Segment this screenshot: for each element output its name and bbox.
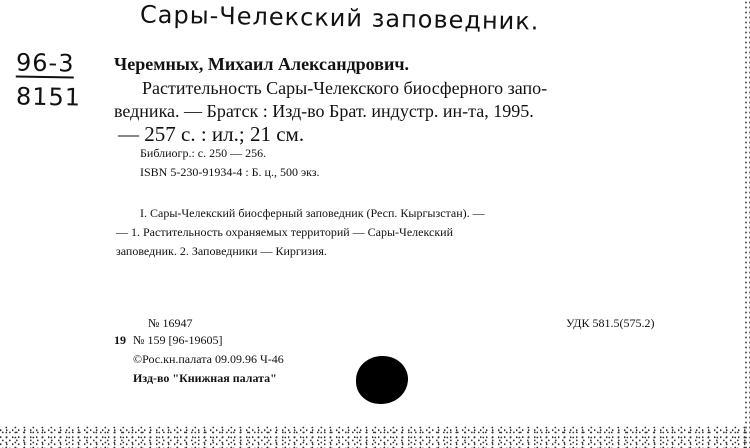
udk-code: УДК 581.5(575.2) <box>566 316 655 330</box>
title-line-3: — 257 с. : ил.; 21 см. <box>118 122 305 146</box>
bibliography-note: Библиогр.: с. 250 — 256. <box>140 146 267 160</box>
chamber-stamp: ©Рос.кн.палата 09.09.96 Ч-46 <box>133 352 284 366</box>
ink-blot <box>356 356 408 404</box>
year-prefix: 19 <box>114 333 126 347</box>
shelfmark-top: 96-3 <box>15 48 75 78</box>
title-line-2: ведника. — Братск : Изд-во Брат. индустр. ин-та, 1995. <box>114 101 534 121</box>
shelfmark-bottom: 8151 <box>15 82 82 112</box>
scan-noise-right <box>744 0 750 448</box>
card-number: № 16947 <box>148 316 193 330</box>
author: Черемных, Михаил Александрович. <box>114 54 409 74</box>
publisher-note: Изд-во "Книжная палата" <box>133 371 277 385</box>
handwritten-title: Сары-Челекский заповедник. <box>139 0 540 36</box>
subject-line-1: I. Сары-Челекский биосферный заповедник (Респ. Кыргызстан). — <box>140 206 485 220</box>
subject-line-3: заповедник. 2. Заповедники — Киргизия. <box>116 244 327 258</box>
title-line-1: Растительность Сары-Челекского биосферного запо- <box>142 78 548 98</box>
subject-line-2: — 1. Растительность охраняемых территорий — Сары-Челекский <box>116 225 454 239</box>
accession-number: № 159 [96-19605] <box>133 333 223 347</box>
scan-noise-bottom <box>0 426 750 448</box>
isbn: ISBN 5-230-91934-4 : Б. ц., 500 экз. <box>140 165 320 179</box>
